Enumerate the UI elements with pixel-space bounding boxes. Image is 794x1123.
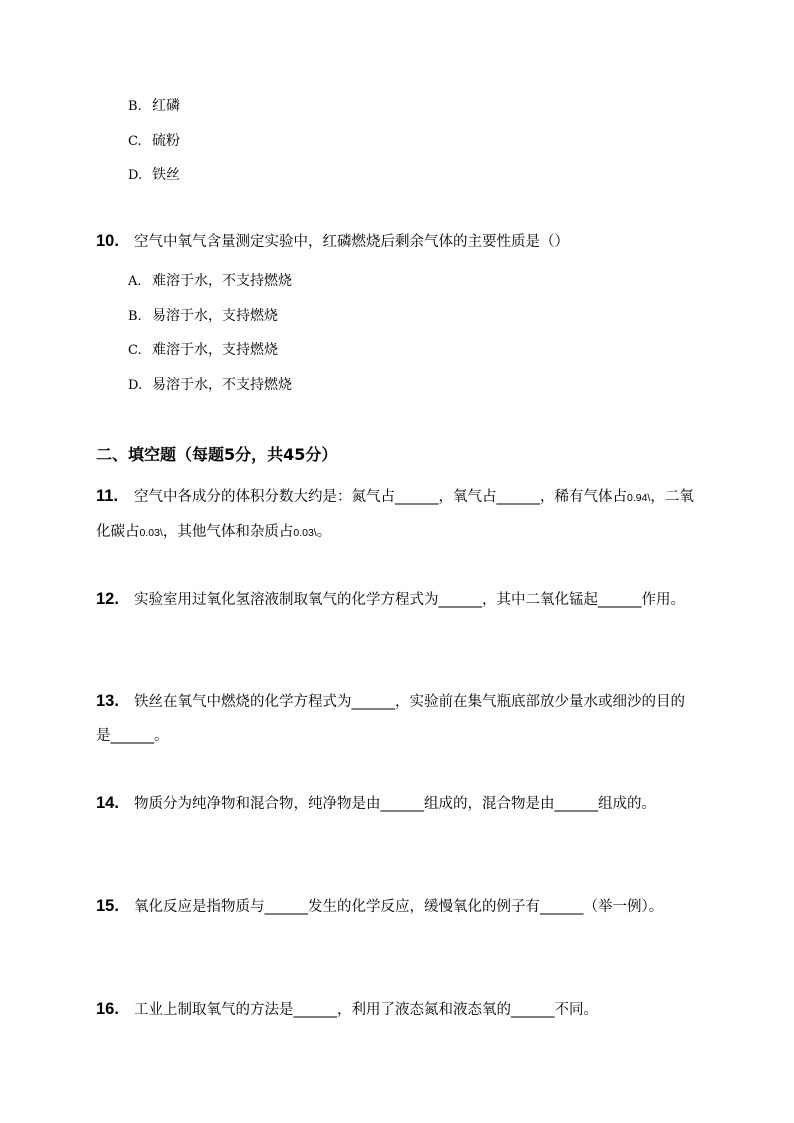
question-14 [96,786,696,821]
question-text: 空气中氧气含量测定实验中，红磷燃烧后剩余气体的主要性质是（） [134,234,569,250]
option-letter: B. [128,99,142,114]
question-16 [96,992,696,1027]
q10-option-d [128,375,292,396]
question-number: 11. [96,487,119,505]
q9-option-c [128,131,180,152]
question-text: 实验室用过氧化氢溶液制取氧气的化学方程式为______，其中二氧化锰起______作用。 [134,592,685,608]
q10-option-b [128,306,278,327]
question-text: ，其他气体和杂质占 [162,524,294,540]
question-15 [96,889,696,924]
option-letter: D. [128,378,143,393]
question-text: 空气中各成分的体积分数大约是：氮气占______，氧气占______，稀有气体占 [134,489,627,505]
option-letter: A. [128,274,142,289]
question-10 [96,224,696,259]
question-number: 15. [96,897,119,915]
value-co2: 0.03\ [139,527,163,539]
question-text: 物质分为纯净物和混合物，纯净物是由______组成的，混合物是由______组成的。 [134,796,656,812]
q10-option-c [128,340,278,361]
q9-option-d [128,165,180,186]
question-number: 13. [96,692,119,710]
question-number: 16. [96,1000,119,1018]
question-text: ，二氧化碳占 [96,489,694,540]
option-text: 难溶于水，不支持燃烧 [152,273,292,289]
value-rare-gas: 0.94\ [627,492,651,504]
question-number: 14. [96,794,119,812]
question-text: 。 [316,524,332,540]
option-text: 红磷 [152,98,180,114]
q9-option-b [128,96,180,117]
question-text: 铁丝在氧气中燃烧的化学方程式为______，实验前在集气瓶底部放少量水或细沙的目的是______。 [96,694,685,744]
option-letter: C. [128,134,142,149]
option-letter: D. [128,168,143,183]
question-text: 氧化反应是指物质与______发生的化学反应，缓慢氧化的例子有______（举一例）。 [134,899,664,915]
option-letter: C. [128,343,142,358]
option-text: 易溶于水，支持燃烧 [152,308,278,324]
option-letter: B. [128,309,142,324]
section-title: 二、填空题（每题5分，共45分） [96,445,338,464]
question-number: 10. [96,232,119,250]
option-text: 硫粉 [152,133,180,149]
option-text: 难溶于水，支持燃烧 [152,342,278,358]
question-12 [96,582,696,617]
option-text: 铁丝 [152,167,180,183]
q10-option-a [128,271,292,292]
question-number: 12. [96,590,119,608]
question-13 [96,684,696,753]
question-11 [96,479,696,550]
value-others: 0.03\ [293,527,317,539]
option-text: 易溶于水，不支持燃烧 [152,377,292,393]
question-text: 工业上制取氧气的方法是______，利用了液态氮和液态氧的______不同。 [134,1002,598,1018]
